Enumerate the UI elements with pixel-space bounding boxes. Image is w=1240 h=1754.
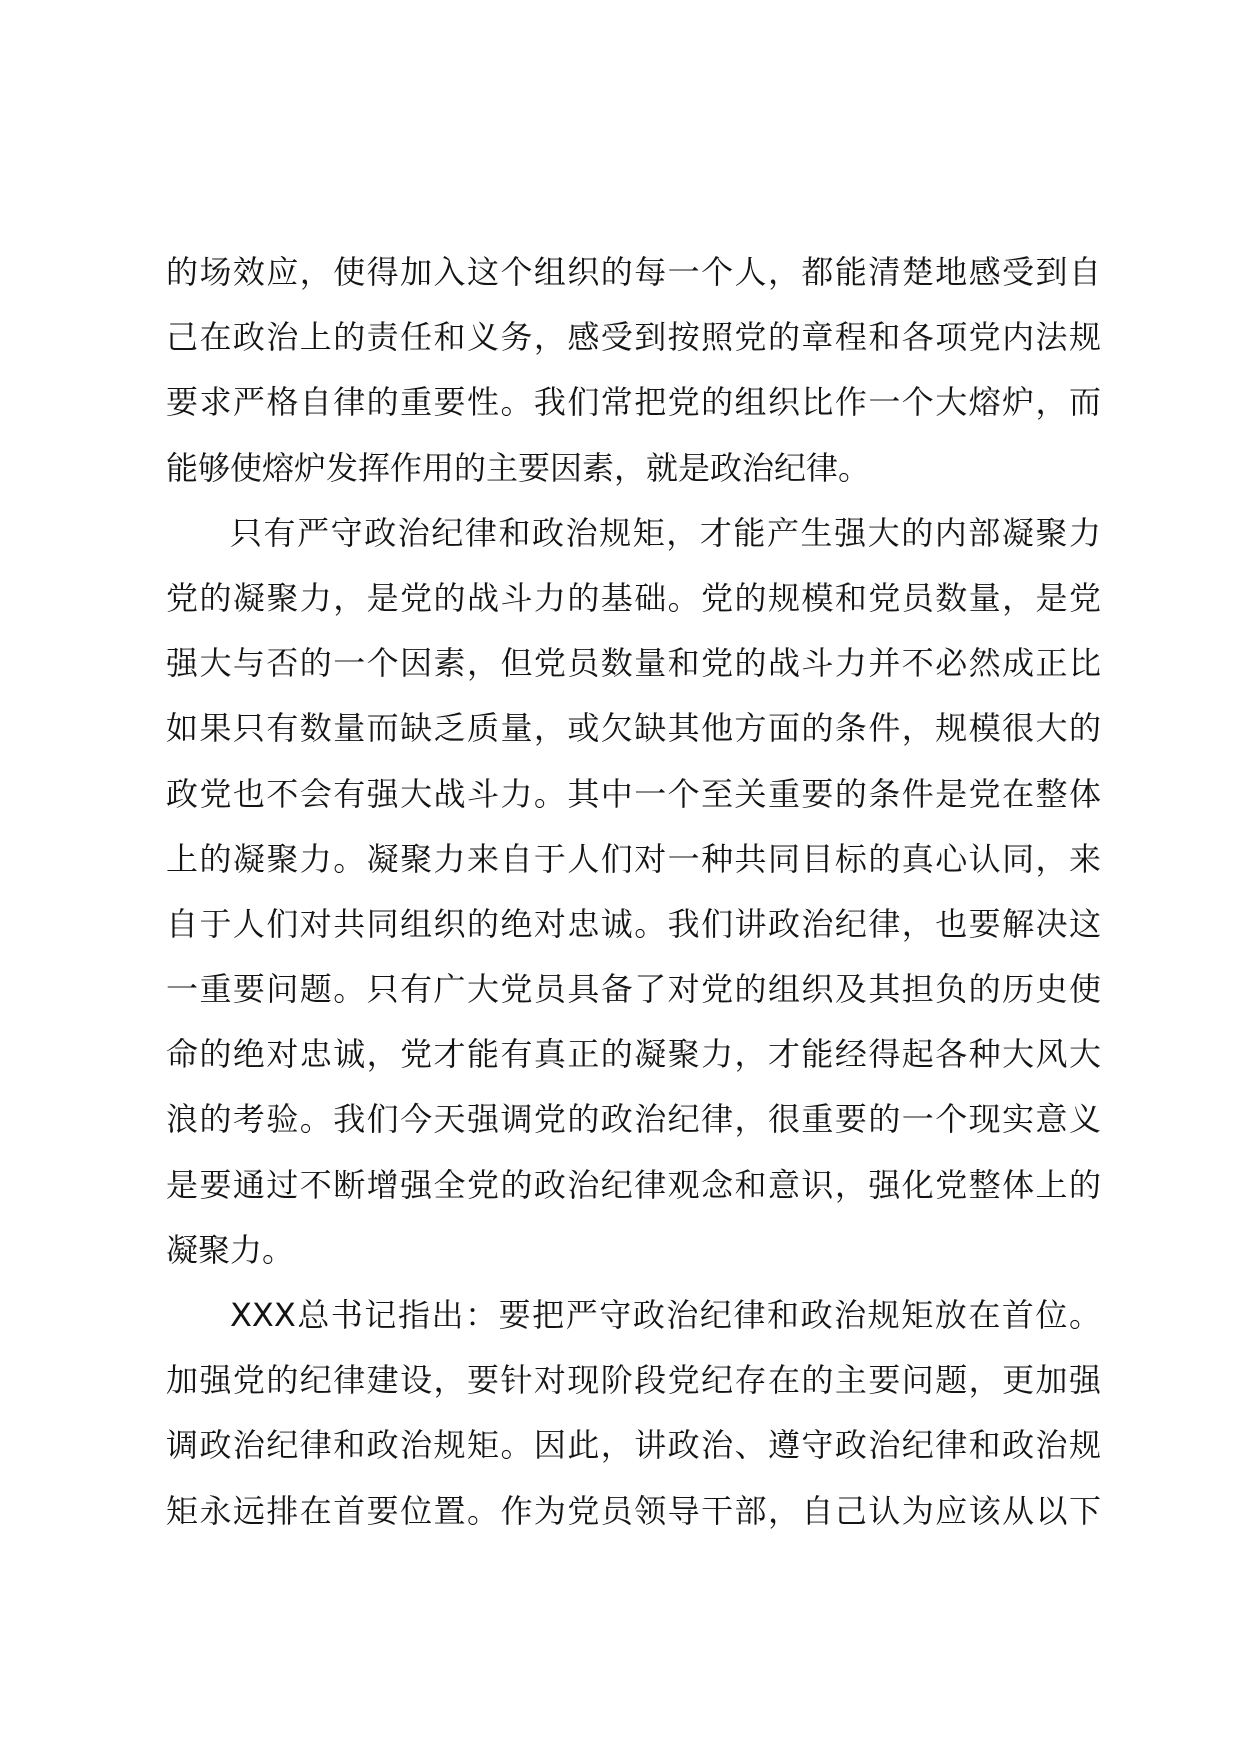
text-line: 上的凝聚力。凝聚力来自于人们对一种共同目标的真心认同，来 xyxy=(166,839,1101,878)
text-line: 是要通过不断增强全党的政治纪律观念和意识，强化党整体上的 xyxy=(166,1165,1101,1204)
text-line: XXX总书记指出：要把严守政治纪律和政治规矩放在首位。 xyxy=(230,1296,1101,1334)
text-line: 浪的考验。我们今天强调党的政治纪律，很重要的一个现实意义 xyxy=(166,1100,1101,1139)
text-line: 矩永远排在首要位置。作为党员领导干部，自己认为应该从以下 xyxy=(166,1491,1101,1530)
text-line: 命的绝对忠诚，党才能有真正的凝聚力，才能经得起各种大风大 xyxy=(166,1035,1101,1074)
text-line: 党的凝聚力，是党的战斗力的基础。党的规模和党员数量，是党 xyxy=(166,578,1101,617)
text-line: 如果只有数量而缺乏质量，或欠缺其他方面的条件，规模很大的 xyxy=(166,709,1101,748)
text-line: 的场效应，使得加入这个组织的每一个人，都能清楚地感受到自 xyxy=(166,253,1101,291)
text-line: 政党也不会有强大战斗力。其中一个至关重要的条件是党在整体 xyxy=(166,774,1101,813)
text-line: 己在政治上的责任和义务，感受到按照党的章程和各项党内法规 xyxy=(166,318,1101,357)
text-line: 强大与否的一个因素，但党员数量和党的战斗力并不必然成正比 xyxy=(166,644,1101,683)
body-text xyxy=(166,240,1101,1544)
text-line: 要求严格自律的重要性。我们常把党的组织比作一个大熔炉，而 xyxy=(166,383,1101,422)
text-line: 调政治纪律和政治规矩。因此，讲政治、遵守政治纪律和政治规 xyxy=(166,1426,1101,1465)
text-line: 一重要问题。只有广大党员具备了对党的组织及其担负的历史使 xyxy=(166,970,1101,1009)
text-line: 只有严守政治纪律和政治规矩，才能产生强大的内部凝聚力 xyxy=(230,513,1101,552)
text-line: 加强党的纪律建设，要针对现阶段党纪存在的主要问题，更加强 xyxy=(166,1361,1101,1400)
text-line: 自于人们对共同组织的绝对忠诚。我们讲政治纪律，也要解决这 xyxy=(166,904,1101,943)
text-line: 凝聚力。 xyxy=(166,1230,295,1269)
text-line: 能够使熔炉发挥作用的主要因素，就是政治纪律。 xyxy=(166,448,871,487)
